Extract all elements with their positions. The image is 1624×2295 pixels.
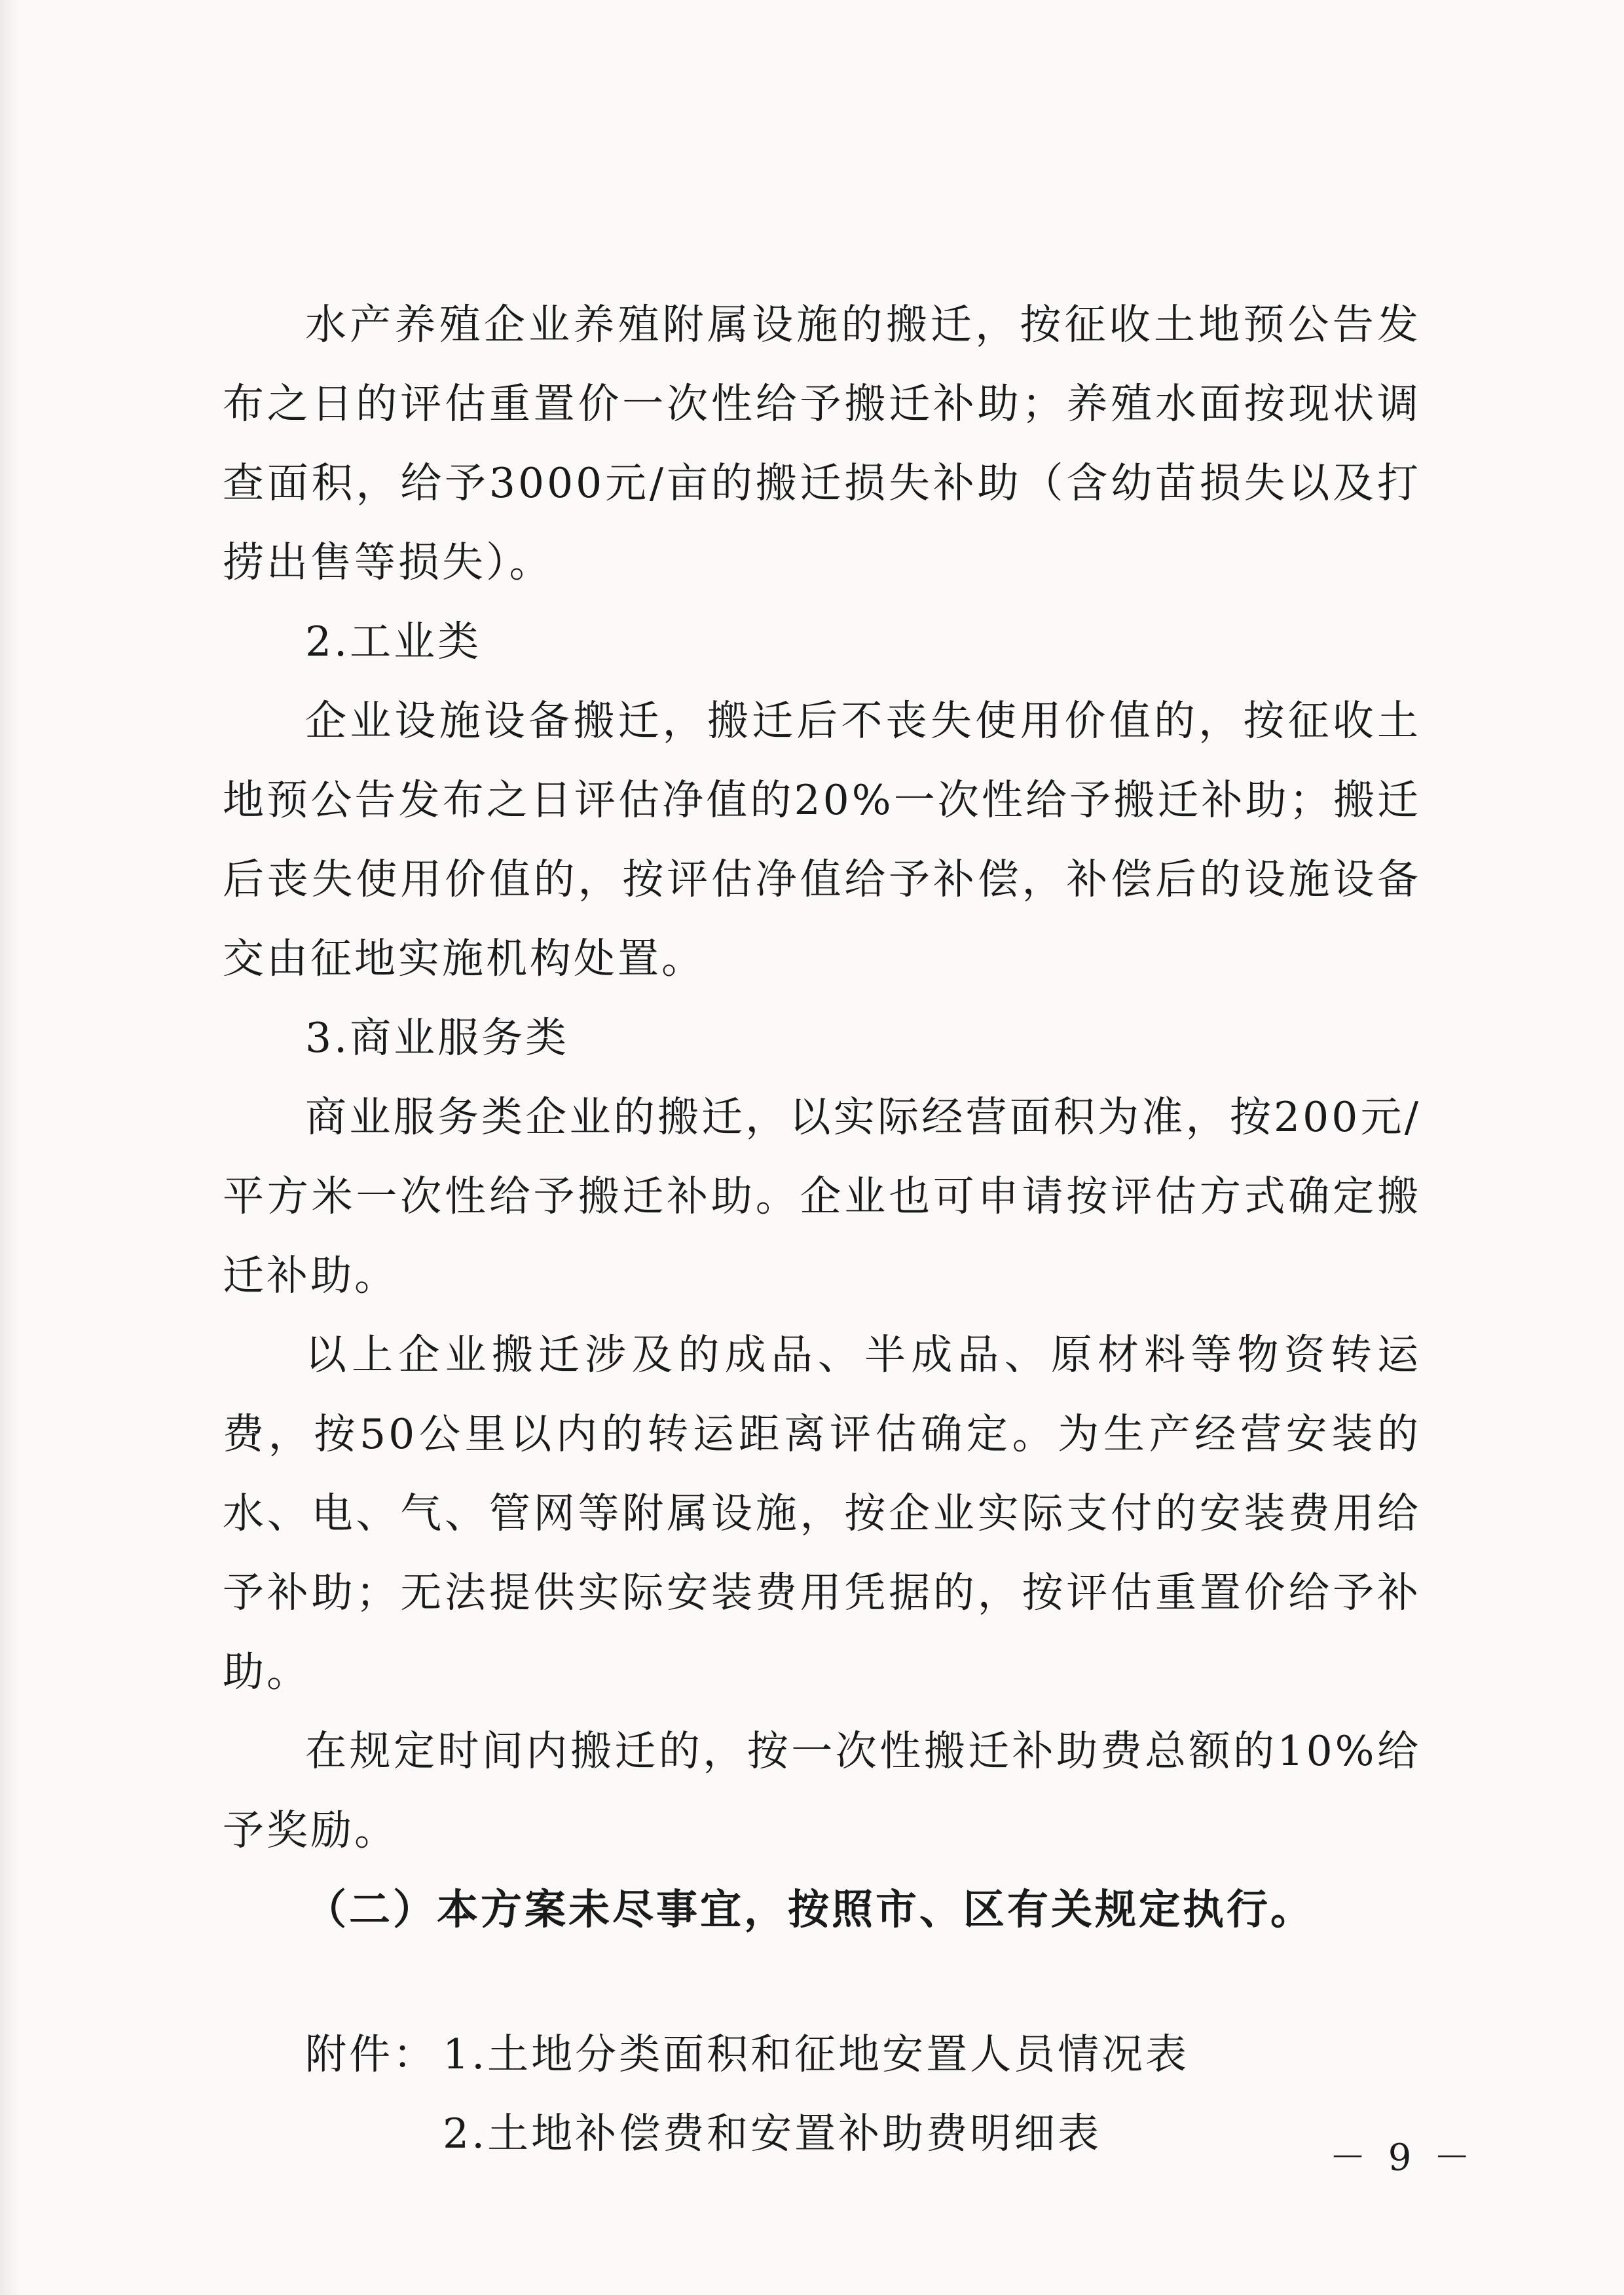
paragraph-commercial-relocation: 商业服务类企业的搬迁，以实际经营面积为准，按200元/平方米一次性给予搬迁补助。企业也可申请按评估方式确定搬迁补助。 (223, 1093, 1421, 1299)
attachment-row (305, 2015, 1504, 2094)
attachment-item: 1.土地分类面积和征地安置人员情况表 (443, 2030, 1190, 2078)
paragraph-aquaculture-relocation: 水产养殖企业养殖附属设施的搬迁，按征收土地预公告发布之日的评估重置价一次性给予搬迁补助；养殖水面按现状调查面积，给予3000元/亩的搬迁损失补助（含幼苗损失以及打捞出售等损失）。 (223, 301, 1421, 586)
section-heading-commercial: 3.商业服务类 (305, 1014, 570, 1062)
scan-edge-shadow (0, 0, 20, 2295)
section-heading-industrial: 2.工业类 (305, 618, 482, 665)
paragraph-industrial-relocation: 企业设施设备搬迁，搬迁后不丧失使用价值的，按征收土地预公告发布之日评估净值的20%一次性给予搬迁补助；搬迁后丧失使用价值的，按评估净值给予补偿，补偿后的设施设备交由征地实施机构处置。 (223, 697, 1421, 982)
attachments-label: 附件： (305, 2030, 437, 2078)
attachment-row (305, 2094, 1504, 2173)
attachment-item: 2.土地补偿费和安置补助费明细表 (443, 2110, 1102, 2157)
paragraph-transport-subsidy: 以上企业搬迁涉及的成品、半成品、原材料等物资转运费，按50公里以内的转运距离评估确定。为生产经营安装的水、电、气、管网等附属设施，按企业实际支付的安装费用给予补助；无法提供实际安装费用凭据的，按评估重置价给予补助。 (223, 1331, 1421, 1696)
paragraph-timely-relocation-reward: 在规定时间内搬迁的，按一次性搬迁补助费总额的10%给予奖励。 (223, 1727, 1421, 1854)
document-body (223, 285, 1421, 2173)
page-number: － 9 － (1329, 2136, 1476, 2179)
paragraph-unspecified-matters: （二）本方案未尽事宜，按照市、区有关规定执行。 (305, 1885, 1314, 1933)
attachments-list (305, 2015, 1504, 2173)
